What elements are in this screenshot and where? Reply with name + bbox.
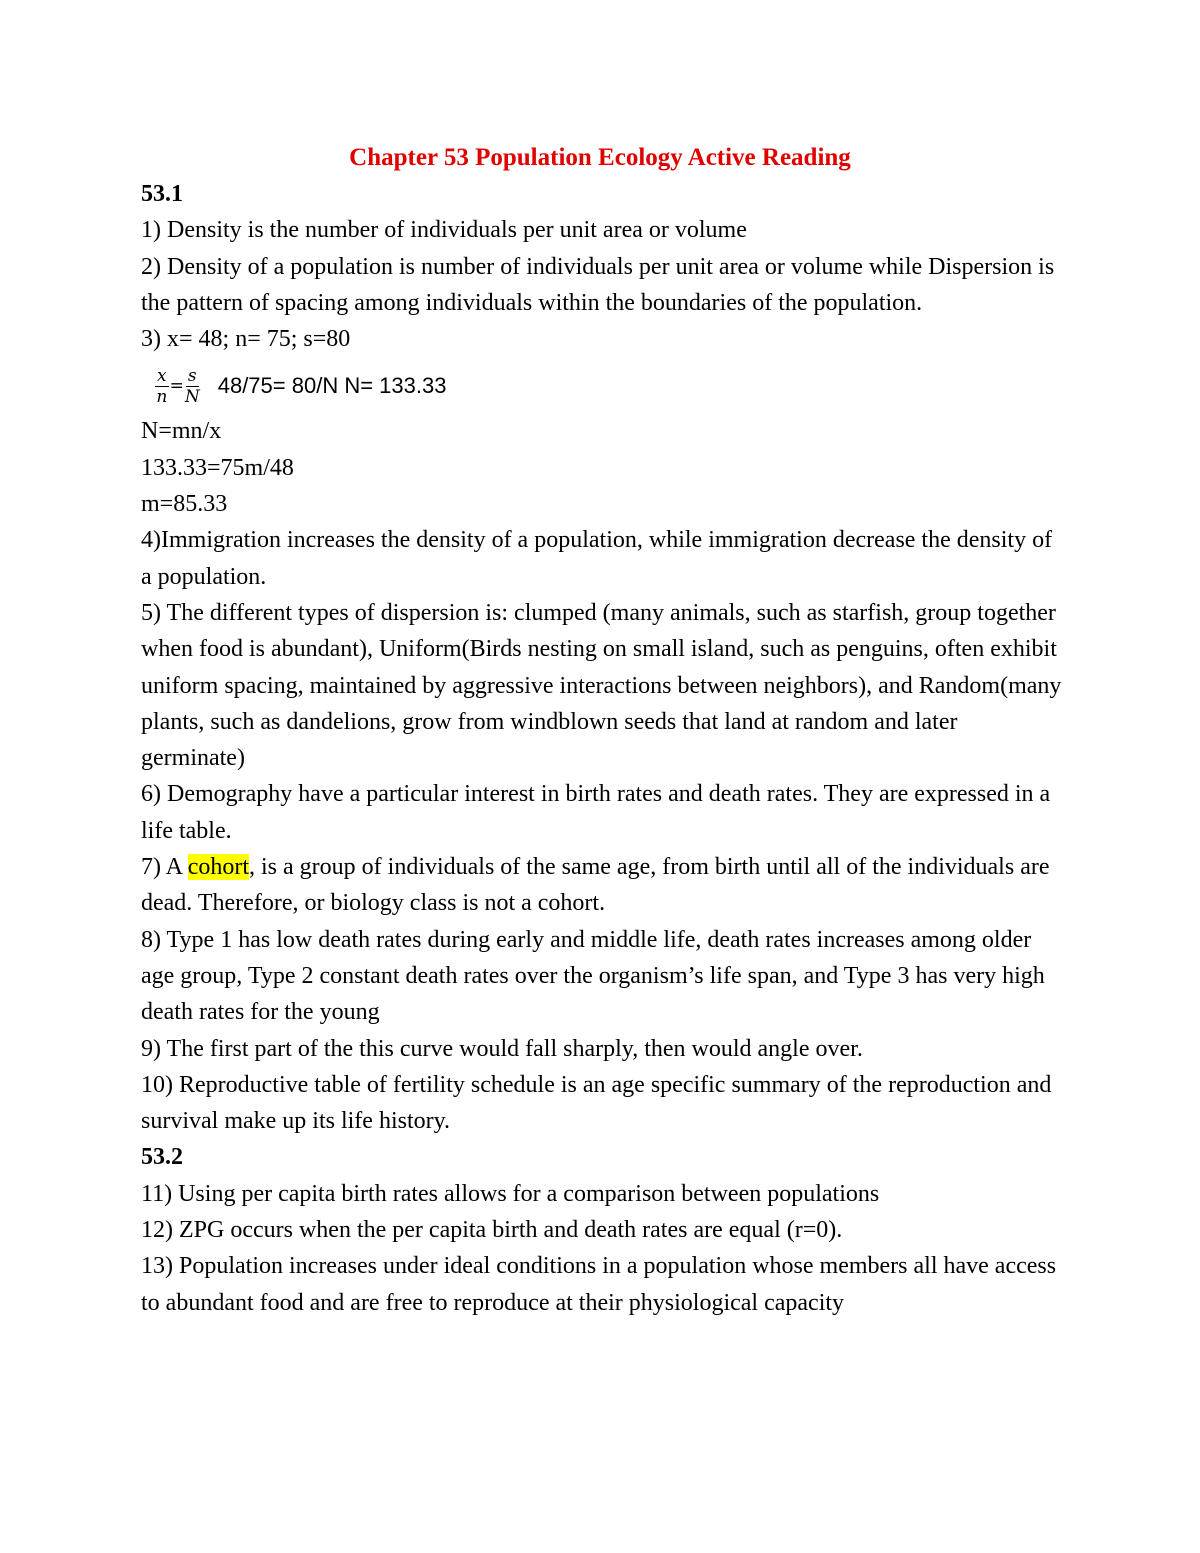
answer-8: 8) Type 1 has low death rates during early and middle life, death rates increases among older age group, Type 2 constant death rates over the organism’s life span, and Type 3 has very high death rates for the young xyxy=(141,926,1045,1026)
fraction-equation: $\frac{x}{n}$ = $\frac{s}{N}$ xyxy=(156,365,200,407)
answer-7: 7) A cohort, is a group of individuals of the same age, from birth until all of the individuals are dead. Therefore, or biology class is not a cohort. xyxy=(141,854,1050,917)
capture-recapture-formula xyxy=(141,359,1066,413)
formula-calculation: 48/75= 80/N N= 133.33 xyxy=(217,373,447,399)
answer-13: 13) Population increases under ideal conditions in a population whose members all have access to abundant food and are free to reproduce at their physiological capacity xyxy=(141,1253,1057,1316)
answer-10: 10) Reproductive table of fertility schedule is an age specific summary of the reproduction and survival make up its life history. xyxy=(141,1071,1052,1135)
answer-4: 4)Immigration increases the density of a population, while immigration decrease the density of a population. xyxy=(141,527,1053,590)
answer-12: 12) ZPG occurs when the per capita birth and death rates are equal (r=0). xyxy=(141,1217,843,1244)
highlighted-term-cohort: cohort xyxy=(187,854,249,881)
calc-line-3: m=85.33 xyxy=(141,491,228,518)
answer-3: 3) x= 48; n= 75; s=80 xyxy=(141,326,351,353)
answer-5: 5) The different types of dispersion is: clumped (many animals, such as starfish, group together when food is abundant), Uniform(Birds nesting on small island, such as penguins, often exhibit uniform spacing, maintained by aggressive interactions between neighbors), and Random(many plants, such as dandelions, grow from windblown seeds that land at random and later germinate) xyxy=(141,599,1062,772)
fraction-s-over-N: $\frac{s}{N}$ xyxy=(184,365,200,407)
document-body xyxy=(141,176,1066,1321)
answer-11: 11) Using per capita birth rates allows for a comparison between populations xyxy=(141,1180,880,1207)
answer-6: 6) Demography have a particular interest in birth rates and death rates. They are expressed in a life table. xyxy=(141,781,1051,844)
answer-2: 2) Density of a population is number of individuals per unit area or volume while Dispersion is the pattern of spacing among individuals within the boundaries of the population. xyxy=(141,253,1055,316)
section-heading-53-2: 53.2 xyxy=(141,1144,183,1171)
answer-9: 9) The first part of the this curve would fall sharply, then would angle over. xyxy=(141,1035,863,1062)
answer-1: 1) Density is the number of individuals per unit area or volume xyxy=(141,217,747,244)
section-heading-53-1: 53.1 xyxy=(141,181,183,207)
calc-line-1: N=mn/x xyxy=(141,418,222,445)
calc-line-2: 133.33=75m/48 xyxy=(141,454,294,481)
document-title: Chapter 53 Population Ecology Active Reading xyxy=(349,144,851,171)
fraction-x-over-n: $\frac{x}{n}$ xyxy=(156,365,168,407)
